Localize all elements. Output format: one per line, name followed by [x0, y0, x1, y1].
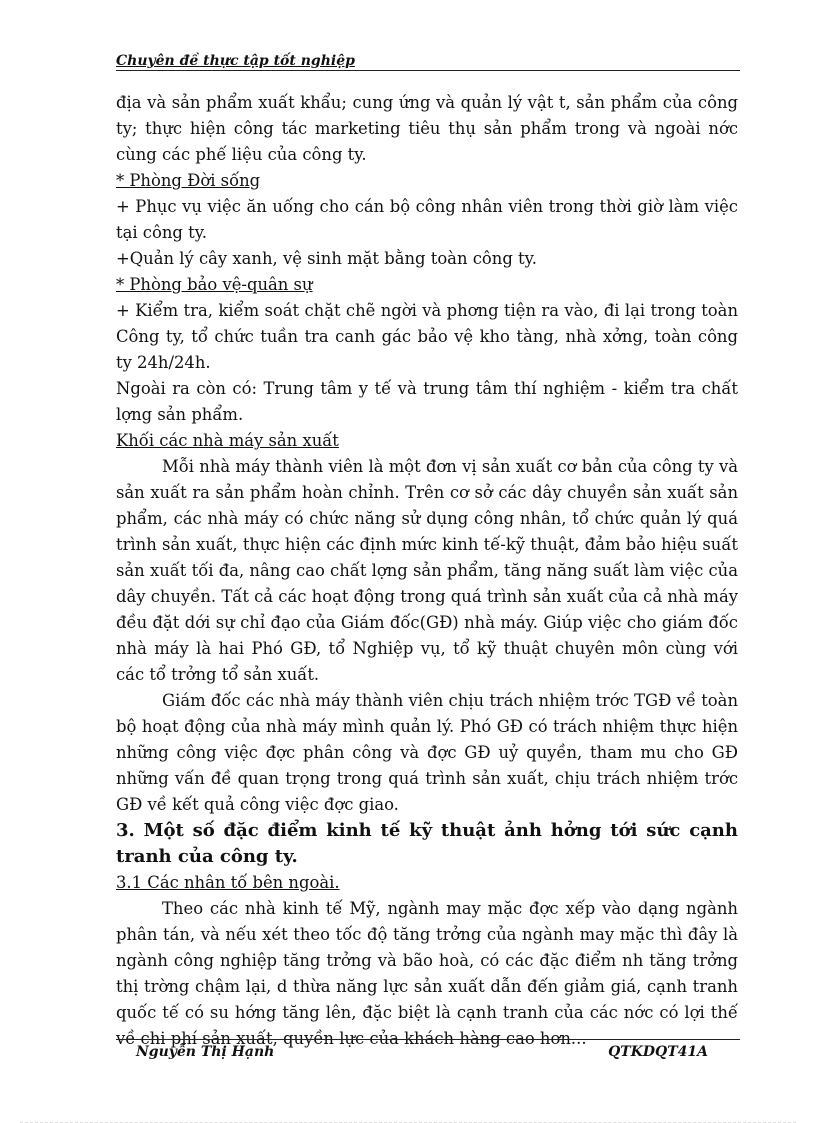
paragraph: + Kiểm tra, kiểm soát chặt chẽ ngời và phơng tiện ra vào, đi lại trong toàn Công ty, tổ chức tuần tra canh gác bảo vệ kho tàng, nhà xởng, toàn công ty 24h/24h. — [116, 301, 738, 372]
section-heading-3: 3. Một số đặc điểm kinh tế kỹ thuật ảnh hởng tới sức cạnh tranh của công ty. — [116, 820, 738, 867]
page-header — [116, 50, 740, 71]
page-footer — [116, 1039, 740, 1060]
paragraph: Ngoài ra còn có: Trung tâm y tế và trung tâm thí nghiệm - kiểm tra chất lợng sản phẩm. — [116, 379, 738, 424]
paragraph: Giám đốc các nhà máy thành viên chịu trách nhiệm trớc TGĐ về toàn bộ hoạt động của nhà máy mình quản lý. Phó GĐ có trách nhiệm thực hiện những công việc đợc phân công và đợc GĐ uỷ quyền, tham mu cho GĐ những vấn đề quan trọng trong quá trình sản xuất, chịu trách nhiệm trớc GĐ về kết quả công việc đợc giao. — [116, 691, 738, 814]
section-heading-khoi: Khối các nhà máy sản xuất — [116, 431, 339, 450]
footer-author: Nguyễn Thị Hạnh — [136, 1044, 275, 1060]
paragraph: Mỗi nhà máy thành viên là một đơn vị sản xuất cơ bản của công ty và sản xuất ra sản phẩm hoàn chỉnh. Trên cơ sở các dây chuyền sản xuất sản phẩm, các nhà máy có chức năng sử dụng công nhân, tổ chức quản lý quá trình sản xuất, thực hiện các định mức kinh tế-kỹ thuật, đảm bảo hiệu suất sản xuất tối đa, nâng cao chất lợng sản phẩm, tăng năng suất làm việc của dây chuyền. Tất cả các hoạt động trong quá trình sản xuất của cả nhà máy đều đặt dới sự chỉ đạo của Giám đốc(GĐ) nhà máy. Giúp việc cho giám đốc nhà máy là hai Phó GĐ, tổ Nghiệp vụ, tổ kỹ thuật chuyên môn cùng với các tổ trởng tổ sản xuất. — [116, 457, 738, 684]
paragraph: Theo các nhà kinh tế Mỹ, ngành may mặc đợc xếp vào dạng ngành phân tán, và nếu xét theo tốc độ tăng trởng của ngành may mặc thì đây là ngành công nghiệp tăng trởng và bão hoà, có các đặc điểm nh tăng trởng thị trờng chậm lại, d thừa năng lực sản xuất dẫn đến giảm giá, cạnh tranh quốc tế có su hớng tăng lên, đặc biệt là cạnh tranh của các nớc có lợi thế về chi phí sản xuất, quyền lực của khách hàng cao hơn... — [116, 899, 738, 1048]
section-heading-doi-song: * Phòng Đời sống — [116, 171, 261, 190]
section-heading-bao-ve: * Phòng bảo vệ-quân sự — [116, 275, 313, 294]
subsection-heading-3-1: 3.1 Các nhân tố bên ngoài. — [116, 873, 340, 892]
paragraph: + Phục vụ việc ăn uống cho cán bộ công nhân viên trong thời giờ làm việc tại công ty. — [116, 197, 738, 242]
footer-class: QTKDQT41A — [608, 1044, 708, 1060]
paragraph: địa và sản phẩm xuất khẩu; cung ứng và quản lý vật t, sản phẩm của công ty; thực hiện công tác marketing tiêu thụ sản phẩm trong và ngoài nớc cùng các phế liệu của công ty. — [116, 93, 738, 164]
document-body — [116, 90, 738, 1052]
header-title: Chuyên đề thực tập tốt nghiệp — [116, 53, 355, 69]
paragraph: +Quản lý cây xanh, vệ sinh mặt bằng toàn công ty. — [116, 249, 537, 268]
